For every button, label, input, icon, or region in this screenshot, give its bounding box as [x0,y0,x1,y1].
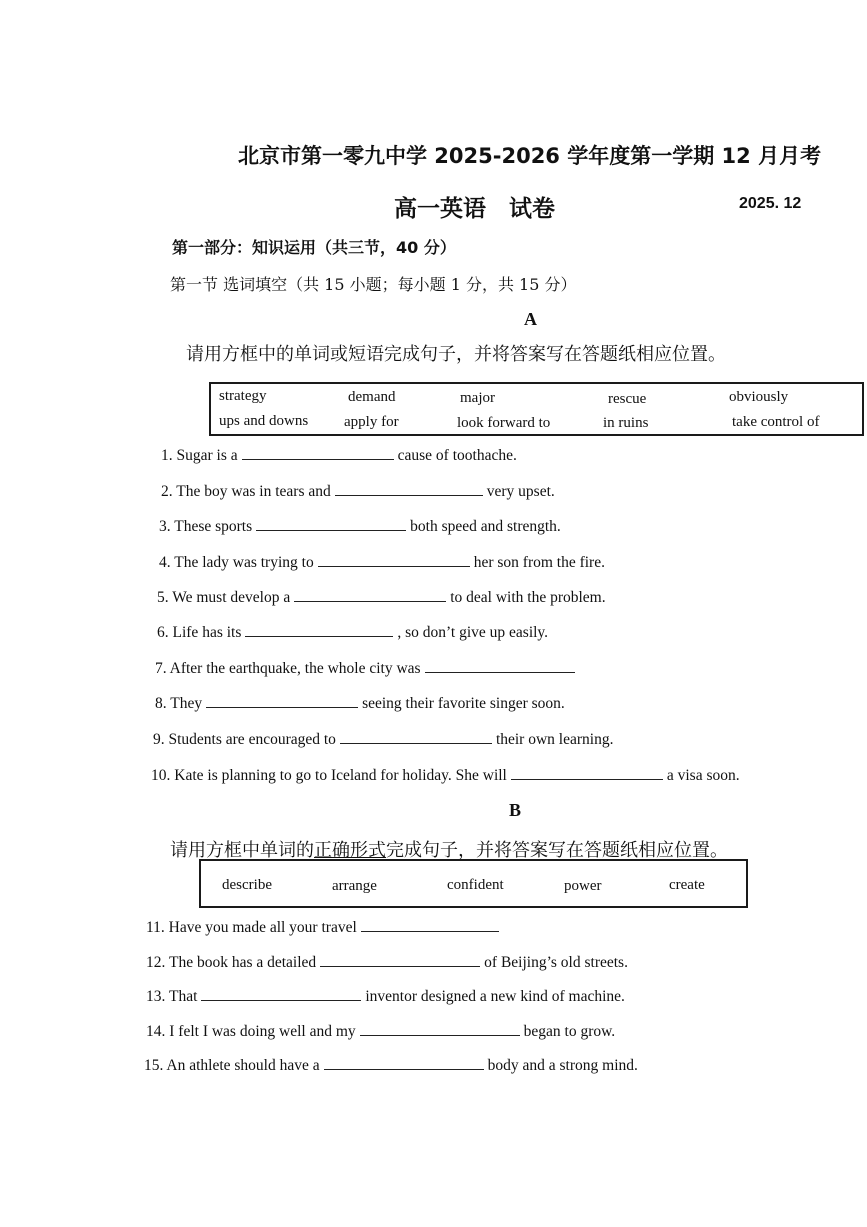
word-box-item: rescue [608,391,647,407]
part-heading: 第一部分：知识运用（共三节，40 分） [172,238,456,257]
answer-blank[interactable] [320,952,480,967]
instruction-text: 请用方框中单词的 [170,840,314,861]
question-text: 15. An athlete should have a [144,1057,320,1074]
answer-blank[interactable] [335,481,483,496]
question-item [155,658,579,678]
question-text: 8. They [155,695,203,712]
question-text: 4. The lady was trying to [159,554,314,571]
question-text: 1. Sugar is a [161,447,238,464]
question-item [155,693,565,713]
word-box-item: apply for [344,414,399,430]
section-a-instruction: 请用方框中的单词或短语完成句子，并将答案写在答题纸相应位置。 [186,344,726,365]
section-b-label: B [509,800,522,820]
word-box-item: demand [348,389,396,405]
answer-blank[interactable] [201,986,361,1001]
word-box-item: obviously [729,389,789,405]
word-box-item: create [669,877,705,893]
answer-blank[interactable] [245,622,393,637]
question-text: of Beijing’s old streets. [484,954,628,971]
question-item [159,516,561,536]
question-item [146,986,625,1006]
question-text: their own learning. [495,731,614,748]
question-text: 11. Have you made all your travel [146,919,357,936]
question-text: very upset. [486,483,555,500]
question-text: , so don’t give up easily. [397,624,549,641]
question-item [144,1055,638,1075]
answer-blank[interactable] [206,693,358,708]
answer-blank[interactable] [360,1021,520,1036]
exam-subject: 高一英语 试卷 [394,195,555,222]
section-a-label: A [524,309,537,329]
question-text: to deal with the problem. [450,589,606,606]
question-text: began to grow. [523,1023,616,1040]
question-text: 7. After the earthquake, the whole city was [155,660,421,677]
question-item [161,481,555,501]
answer-blank[interactable] [511,765,663,780]
word-box-item: look forward to [457,415,551,431]
instruction-emphasis: 正确形式 [314,840,386,861]
question-item [157,622,548,642]
question-item [161,445,517,465]
question-text: 13. That [146,988,198,1005]
answer-blank[interactable] [294,587,446,602]
question-text: 6. Life has its [157,624,242,641]
answer-blank[interactable] [425,658,575,673]
question-text: body and a strong mind. [487,1057,638,1074]
word-box-item: arrange [332,878,377,894]
question-text: 5. We must develop a [157,589,291,606]
question-text: cause of toothache. [397,447,517,464]
word-box-item: power [564,878,602,894]
word-box-a [209,382,864,436]
word-box-item: major [460,390,495,406]
word-box-item: take control of [732,414,820,430]
answer-blank[interactable] [361,917,499,932]
word-box-item: describe [222,877,272,893]
question-text: inventor designed a new kind of machine. [365,988,625,1005]
answer-blank[interactable] [256,516,406,531]
word-box-item: strategy [219,388,267,404]
question-item [157,587,606,607]
question-item [153,729,613,749]
question-text: seeing their favorite singer soon. [362,695,565,712]
question-text: 9. Students are encouraged to [153,731,336,748]
word-box-item: ups and downs [219,413,309,429]
exam-date: 2025. 12 [739,195,802,212]
question-text: 3. These sports [159,518,253,535]
exam-title: 北京市第一零九中学 2025-2026 学年度第一学期 12 月月考 [238,144,822,168]
answer-blank[interactable] [340,729,492,744]
word-box-item: confident [447,877,504,893]
word-box-b [199,859,748,908]
question-item [151,765,740,785]
question-text: both speed and strength. [410,518,561,535]
question-item [146,917,503,937]
question-text: 12. The book has a detailed [146,954,317,971]
section-heading: 第一节 选词填空（共 15 小题；每小题 1 分，共 15 分） [170,275,577,294]
answer-blank[interactable] [324,1055,484,1070]
answer-blank[interactable] [242,445,394,460]
answer-blank[interactable] [318,552,470,567]
question-text: 14. I felt I was doing well and my [146,1023,356,1040]
question-text: a visa soon. [666,767,740,784]
word-box-item: in ruins [603,415,649,431]
question-item [146,952,628,972]
question-text: her son from the fire. [473,554,605,571]
instruction-text: 完成句子，并将答案写在答题纸相应位置。 [386,840,728,861]
question-item [159,552,605,572]
question-text: 10. Kate is planning to go to Iceland for holiday. She will [151,767,507,784]
question-item [146,1021,615,1041]
question-text: 2. The boy was in tears and [161,483,331,500]
